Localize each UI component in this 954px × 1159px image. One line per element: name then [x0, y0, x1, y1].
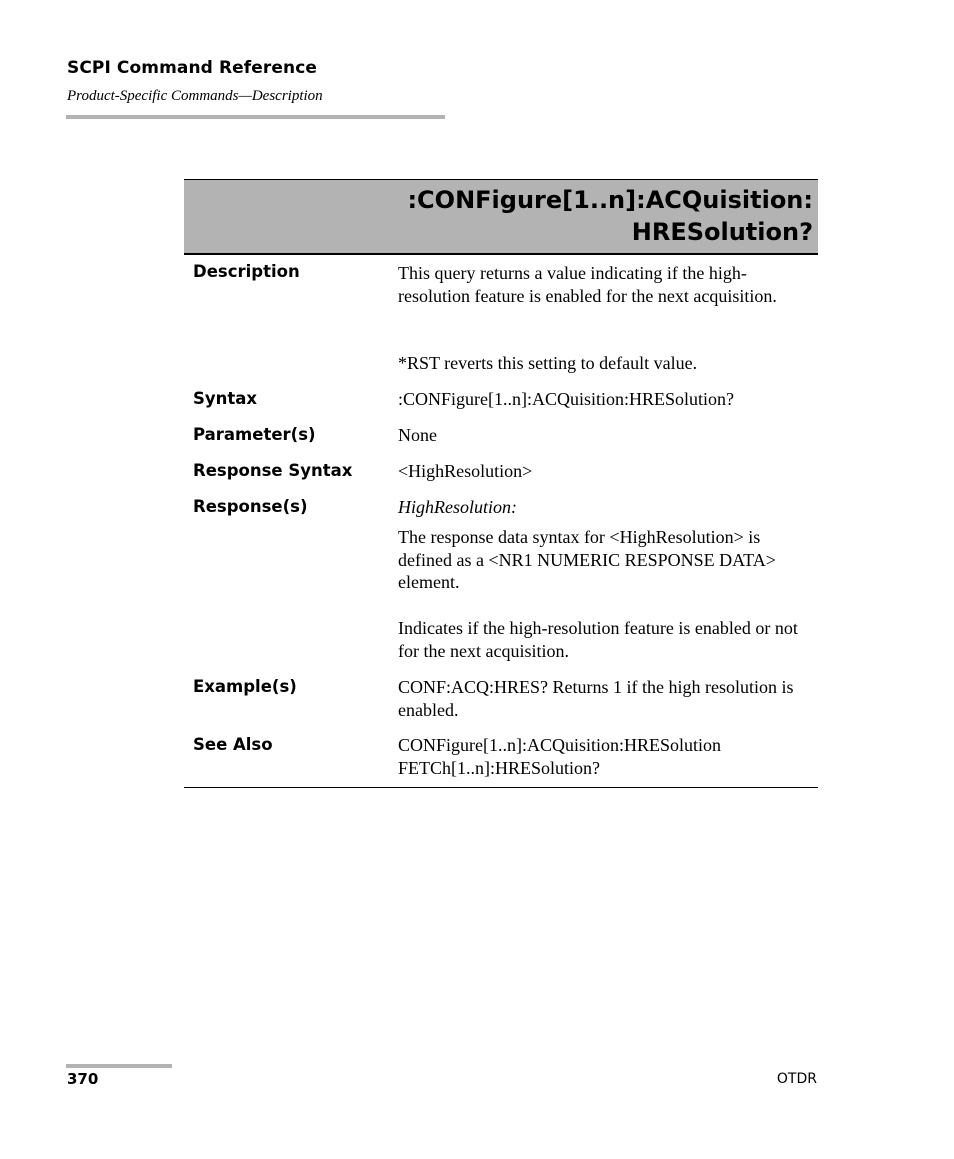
footer-divider — [66, 1064, 172, 1068]
examples-value: CONF:ACQ:HRES? Returns 1 if the high resolution is enabled. — [398, 677, 794, 720]
description-text: This query returns a value indicating if the high-resolution feature is enabled for the next acquisition. — [398, 263, 777, 306]
page-number: 370 — [67, 1070, 99, 1088]
response-meaning: Indicates if the high-resolution feature is enabled or not for the next acquisition. — [398, 618, 798, 661]
see-also-label: See Also — [193, 735, 273, 754]
table-bottom-rule — [184, 787, 818, 788]
section-subtitle: Product-Specific Commands—Description — [67, 88, 323, 104]
responses-label: Response(s) — [193, 497, 308, 516]
see-also-link-fetch[interactable]: FETCh[1..n]:HRESolution? — [398, 758, 600, 778]
parameters-value: None — [398, 425, 437, 445]
section-title: SCPI Command Reference — [67, 58, 318, 78]
response-data-syntax: The response data syntax for <HighResolution> is defined as a <NR1 NUMERIC RESPONSE DATA> element. — [398, 527, 776, 592]
description-label: Description — [193, 262, 300, 281]
description-rst-note: *RST reverts this setting to default value. — [398, 353, 698, 373]
see-also-link-hresolution[interactable]: CONFigure[1..n]:ACQuisition:HRESolution — [398, 735, 722, 755]
command-title-bar — [184, 179, 818, 255]
parameters-label: Parameter(s) — [193, 425, 316, 444]
command-title: :CONFigure[1..n]:ACQuisition: HRESolution? — [407, 186, 813, 246]
response-syntax-value: <HighResolution> — [398, 461, 533, 481]
response-name: HighResolution: — [398, 497, 517, 517]
syntax-label: Syntax — [193, 389, 258, 408]
examples-label: Example(s) — [193, 677, 297, 696]
syntax-value: :CONFigure[1..n]:ACQuisition:HRESolution? — [398, 389, 735, 409]
product-name: OTDR — [776, 1071, 817, 1087]
header-divider — [66, 115, 445, 119]
response-syntax-label: Response Syntax — [193, 461, 353, 480]
